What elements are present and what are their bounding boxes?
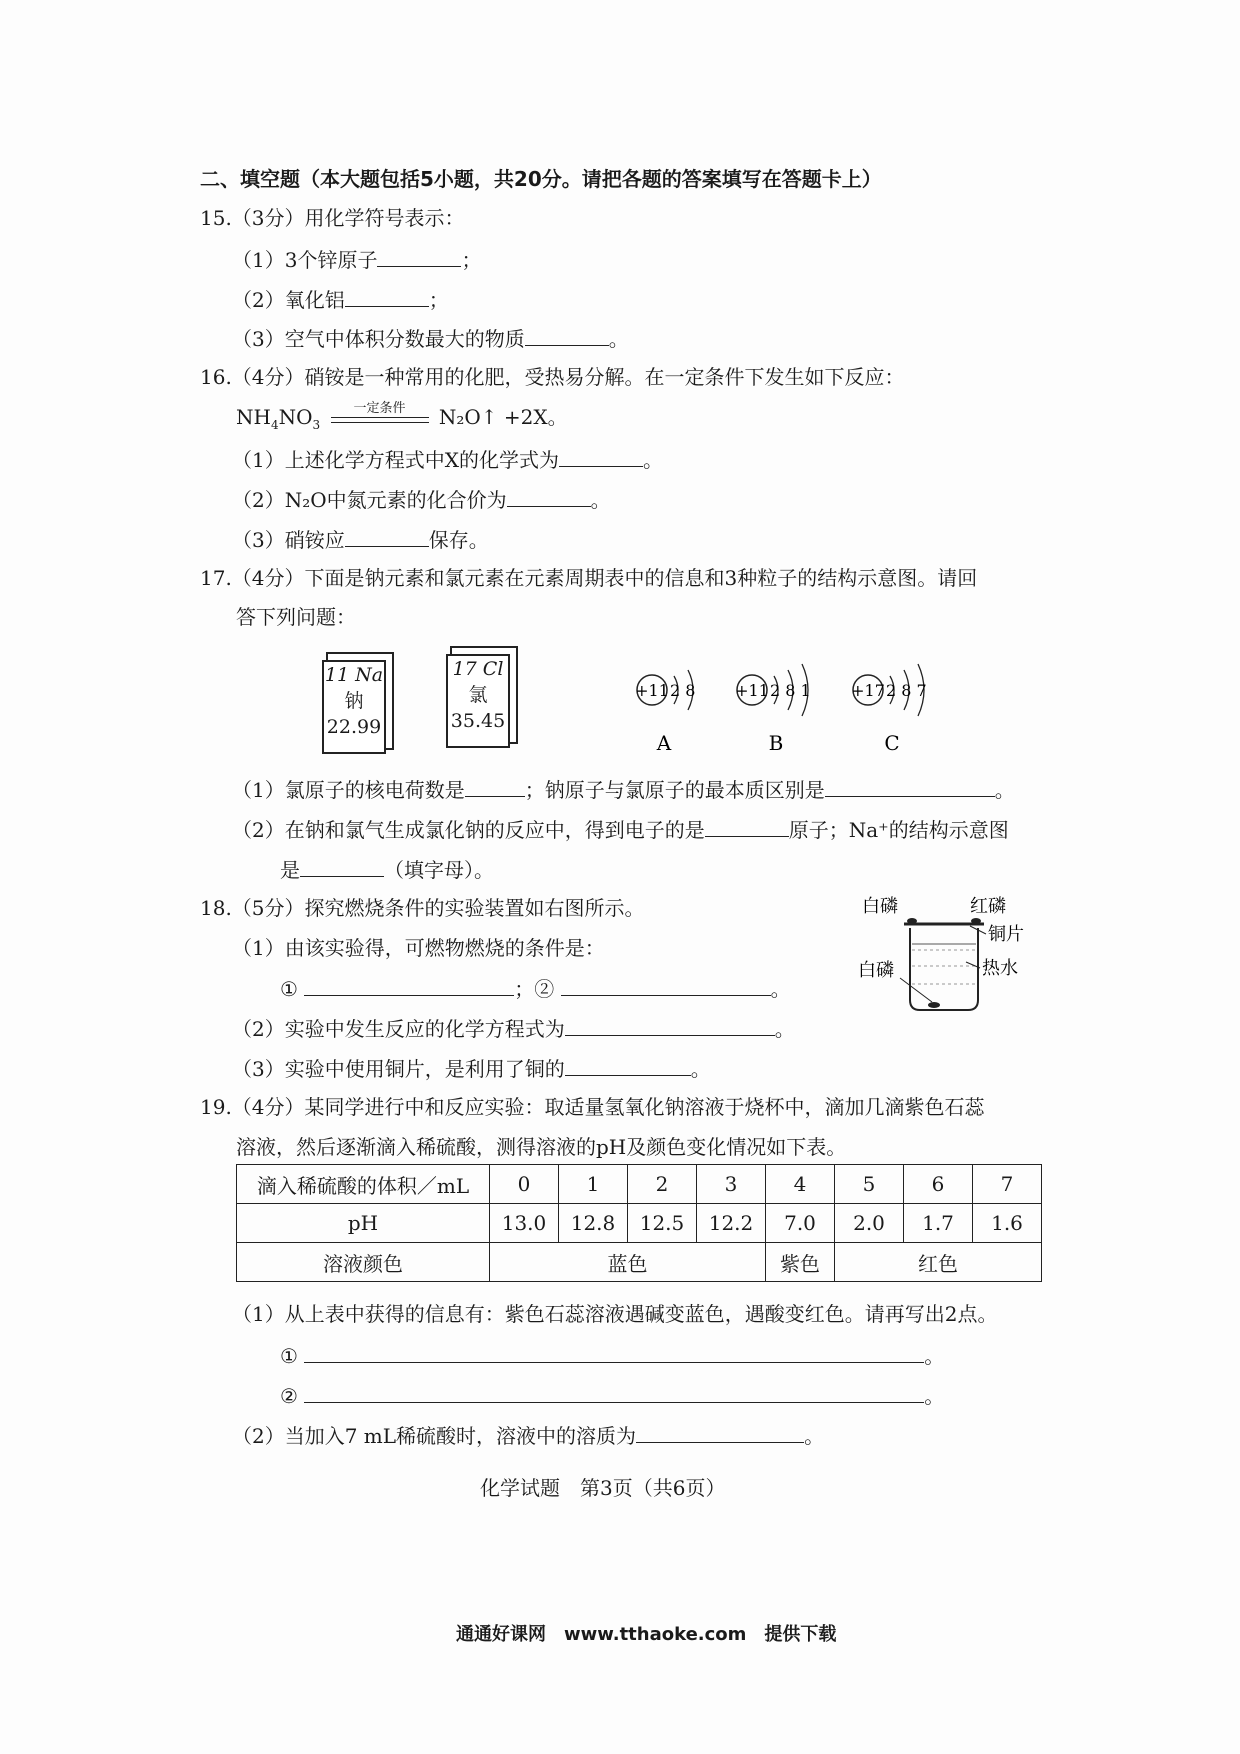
circled-2: ② (280, 1384, 298, 1408)
download-notice: 通通好课网 www.tthaoke.com 提供下载 (456, 1624, 837, 1645)
circled-1: ① (280, 977, 298, 1001)
q17-part2-text3: 是 (280, 858, 300, 882)
element-tile-cl (446, 654, 510, 748)
q17-part2-text4: （填字母）。 (384, 858, 494, 882)
circled-2: ；② (514, 977, 555, 1001)
atom-a-nucleus: +11 (635, 681, 669, 700)
q16-equation (236, 400, 568, 439)
punct: 。 (590, 488, 611, 512)
q19-part1-answer1 (280, 1340, 944, 1370)
punct: 。 (642, 448, 663, 472)
table-cell: 12.5 (628, 1204, 697, 1243)
q18-part1: （1）由该实验得，可燃物燃烧的条件是： (232, 936, 605, 960)
element-tile-na (322, 660, 386, 754)
q15-part3 (232, 323, 629, 353)
table-header-volume: 滴入稀硫酸的体积／mL (237, 1165, 490, 1204)
punct: ； (428, 288, 449, 312)
answer-blank[interactable] (525, 323, 609, 346)
table-cell: 1 (559, 1165, 628, 1204)
q16-stem: 16.（4分）硝铵是一种常用的化肥，受热易分解。在一定条件下发生如下反应： (200, 365, 905, 389)
answer-blank[interactable] (565, 1013, 775, 1036)
punct: 。 (774, 1017, 795, 1041)
table-cell: 0 (490, 1165, 559, 1204)
answer-blank[interactable] (636, 1420, 804, 1443)
q16-part1 (232, 444, 663, 474)
tile-name: 氯 (468, 684, 488, 706)
atom-c-nucleus: +17 (851, 681, 885, 700)
tile-mass: 35.45 (450, 710, 506, 732)
q16-part1-text: （1）上述化学方程式中X的化学式为 (232, 448, 559, 472)
q17-part2-text2: 原子；Na⁺的结构示意图 (788, 818, 1009, 842)
answer-blank[interactable] (507, 484, 591, 507)
q18-part1-answers (280, 973, 791, 1003)
punct: 。 (690, 1057, 711, 1081)
table-cell: 2.0 (835, 1204, 904, 1243)
answer-blank[interactable] (304, 1380, 924, 1403)
atom-a-shells: 2 8 (670, 681, 696, 700)
table-cell-purple: 紫色 (766, 1243, 835, 1282)
ph-table (236, 1164, 1042, 1282)
table-cell: 12.2 (697, 1204, 766, 1243)
combustion-apparatus-figure (850, 888, 1040, 1018)
tile-header: 11 Na (324, 664, 384, 686)
table-row (237, 1165, 1042, 1204)
q16-part3-text: （3）硝铵应 (232, 528, 345, 552)
q17-stem-line1: 17.（4分）下面是钠元素和氯元素在元素周期表中的信息和3种粒子的结构示意图。请回 (200, 566, 978, 590)
label-hot-water: 热水 (982, 958, 1018, 979)
section-header: 二、填空题（本大题包括5小题，共20分。请把各题的答案填写在答题卡上） (200, 167, 882, 191)
q15-part2 (232, 284, 449, 314)
q16-part3-tail: 保存。 (428, 528, 489, 552)
atom-a-diagram (635, 670, 695, 755)
answer-blank[interactable] (304, 1340, 924, 1363)
q18-part3-text: （3）实验中使用铜片，是利用了铜的 (232, 1057, 565, 1081)
circled-1: ① (280, 1344, 298, 1368)
answer-blank[interactable] (559, 444, 643, 467)
tile-mass: 22.99 (326, 716, 382, 738)
atom-b-label: B (768, 731, 784, 755)
answer-blank[interactable] (345, 524, 429, 547)
atom-a-label: A (656, 731, 672, 755)
q19-part1: （1）从上表中获得的信息有：紫色石蕊溶液遇碱变蓝色，遇酸变红色。请再写出2点。 (232, 1302, 998, 1326)
table-cell: 4 (766, 1165, 835, 1204)
table-cell: 12.8 (559, 1204, 628, 1243)
answer-blank[interactable] (345, 284, 429, 307)
table-cell: 1.6 (973, 1204, 1042, 1243)
q16-part3 (232, 524, 489, 554)
punct: 。 (770, 977, 791, 1001)
page-footer: 化学试题 第3页（共6页） (480, 1476, 726, 1500)
q19-part2 (232, 1420, 824, 1450)
punct: 。 (608, 327, 629, 351)
beaker-shape (910, 928, 978, 1010)
product-formula: N₂O↑ +2X。 (438, 405, 568, 429)
table-cell: 6 (904, 1165, 973, 1204)
answer-blank[interactable] (377, 244, 461, 267)
atom-b-diagram (735, 664, 811, 755)
q19-part1-answer2 (280, 1380, 944, 1410)
table-header-color: 溶液颜色 (237, 1243, 490, 1282)
table-row (237, 1243, 1042, 1282)
q17-part2-text: （2）在钠和氯气生成氯化钠的反应中，得到电子的是 (232, 818, 705, 842)
q18-part3 (232, 1053, 711, 1083)
answer-blank[interactable] (565, 1053, 691, 1076)
q15-part1 (232, 244, 481, 274)
table-header-ph: pH (237, 1204, 490, 1243)
table-row (237, 1204, 1042, 1243)
table-cell: 3 (697, 1165, 766, 1204)
atom-structure-diagrams (630, 650, 950, 760)
q19-stem-line2: 溶液，然后逐渐滴入稀硫酸，测得溶液的pH及颜色变化情况如下表。 (236, 1135, 847, 1159)
answer-blank[interactable] (300, 854, 384, 877)
q19-part2-text: （2）当加入7 mL稀硫酸时，溶液中的溶质为 (232, 1424, 637, 1448)
q17-part2-cont (280, 854, 494, 884)
answer-blank[interactable] (705, 814, 789, 837)
atom-c-shells: 2 8 7 (886, 681, 927, 700)
label-white-phosphorus-top: 白磷 (862, 896, 898, 917)
reaction-condition-arrow (327, 400, 433, 429)
table-cell: 2 (628, 1165, 697, 1204)
table-cell: 1.7 (904, 1204, 973, 1243)
table-cell: 7 (973, 1165, 1042, 1204)
label-copper-plate: 铜片 (988, 924, 1024, 945)
punct: ； (461, 248, 482, 272)
tile-header: 17 Cl (452, 658, 504, 680)
table-cell-red: 红色 (835, 1243, 1042, 1282)
q16-part2 (232, 484, 611, 514)
answer-blank[interactable] (825, 774, 995, 797)
answer-blank[interactable] (465, 774, 525, 797)
q16-part2-text: （2）N₂O中氮元素的化合价为 (232, 488, 507, 512)
q17-part1 (232, 774, 1015, 804)
table-cell-blue: 蓝色 (490, 1243, 766, 1282)
q15-part2-text: （2）氧化铝 (232, 288, 345, 312)
q19-stem-line1: 19.（4分）某同学进行中和反应实验：取适量氢氧化钠溶液于烧杯中，滴加几滴紫色石蕊 (200, 1095, 985, 1119)
q15-part3-text: （3）空气中体积分数最大的物质 (232, 327, 525, 351)
q18-part2 (232, 1013, 795, 1043)
table-cell: 7.0 (766, 1204, 835, 1243)
atom-b-nucleus: +11 (735, 681, 769, 700)
q15-stem: 15.（3分）用化学符号表示： (200, 206, 465, 230)
reactant-formula: $NH_4NO_3$ (236, 405, 321, 432)
q18-stem: 18.（5分）探究燃烧条件的实验装置如右图所示。 (200, 896, 645, 920)
q15-part1-text: （1）3个锌原子 (232, 248, 378, 272)
q17-part1-text2: ；钠原子与氯原子的最本质区别是 (524, 778, 825, 802)
punct: 。 (804, 1424, 825, 1448)
q18-part2-text: （2）实验中发生反应的化学方程式为 (232, 1017, 565, 1041)
label-white-phosphorus-bottom: 白磷 (858, 960, 894, 981)
punct: 。 (924, 1344, 945, 1368)
punct: 。 (924, 1384, 945, 1408)
answer-blank[interactable] (561, 973, 771, 996)
punct: 。 (994, 778, 1015, 802)
q17-stem-line2: 答下列问题： (236, 605, 356, 629)
label-red-phosphorus: 红磷 (970, 896, 1006, 917)
table-cell: 13.0 (490, 1204, 559, 1243)
q17-part2 (232, 814, 1009, 844)
table-cell: 5 (835, 1165, 904, 1204)
answer-blank[interactable] (304, 973, 514, 996)
atom-c-diagram (851, 664, 927, 755)
q17-part1-text: （1）氯原子的核电荷数是 (232, 778, 465, 802)
atom-b-shells: 2 8 1 (770, 681, 811, 700)
condition-label: 一定条件 (353, 400, 406, 416)
atom-c-label: C (884, 731, 900, 755)
tile-name: 钠 (344, 690, 364, 712)
